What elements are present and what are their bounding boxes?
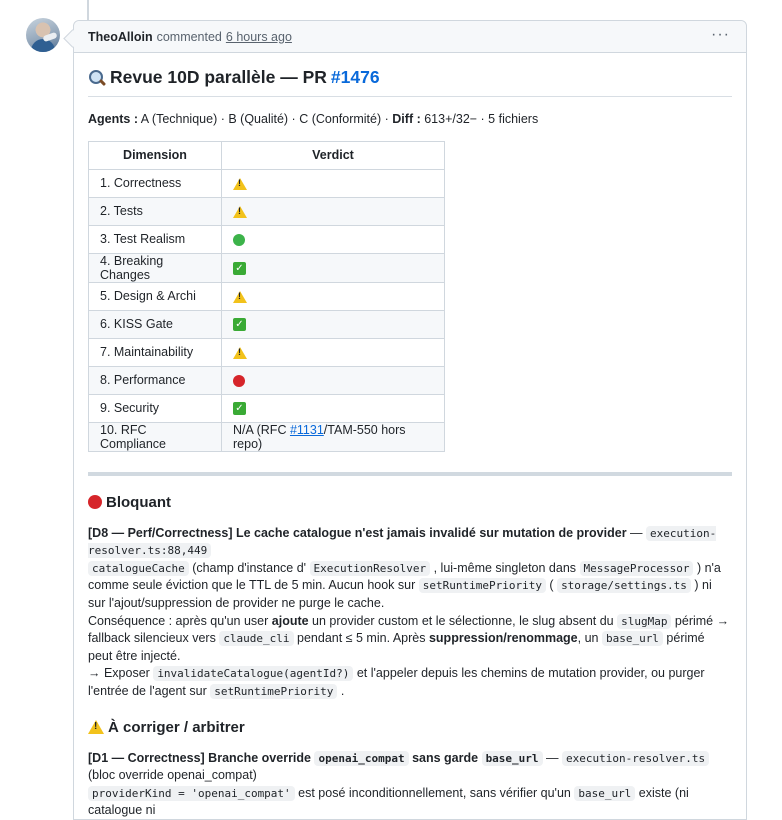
dimension-cell: 2. Tests	[89, 197, 222, 225]
dimension-cell: 6. KISS Gate	[89, 310, 222, 338]
verdict-cell	[222, 197, 445, 225]
table-header-verdict: Verdict	[222, 141, 445, 169]
verdict-cell	[222, 253, 445, 282]
avatar[interactable]	[26, 18, 60, 52]
kebab-horizontal-icon[interactable]: ···	[711, 26, 730, 43]
review-title-text: Revue 10D parallèle — PR	[110, 67, 327, 87]
dimension-cell: 7. Maintainability	[89, 338, 222, 366]
table-row	[89, 338, 445, 366]
table-row	[89, 225, 445, 253]
check-mark-icon: ✓	[233, 402, 246, 415]
rfc-link[interactable]: #1131	[289, 422, 324, 437]
table-row	[89, 197, 445, 225]
warning-icon	[233, 206, 247, 218]
verdict-cell	[222, 310, 445, 338]
dimension-cell: 10. RFC Compliance	[89, 422, 222, 451]
red-circle-icon	[233, 375, 245, 387]
table-row	[89, 422, 445, 451]
fix-heading: ! À corriger / arbitrer	[88, 719, 732, 736]
magnifying-glass-icon	[88, 69, 106, 87]
blocking-paragraph-1: [D8 — Perf/Correctness] Le cache catalogue n'est jamais invalidé sur mutation de provider — execution-resolver.ts:88,449 catalogueCache (champ d'instance d' ExecutionResolver , lui-même singleton dans MessageProcessor ) n'a comme seule éviction que le TTL de 5 min. Aucun hook sur setRuntimePriority ( storage/settings.ts ) ni sur l'ajout/suppression de provider ne purge le cache. Conséquence : après qu'un user ajoute un provider custom et le sélectionne, le slug absent du slugMap périmé → fallback silencieux vers claude_cli pendant ≤ 5 min. Après suppression/renommage, un base_url périmé peut être injecté. → Exposer invalidateCatalogue(agentId?) et l'appeler depuis les chemins de mutation provider, ou purger l'entrée de l'agent sur setRuntimePriority .	[88, 525, 730, 698]
diff-value: 613+/32− · 5 fichiers	[424, 112, 539, 126]
section-divider	[88, 472, 732, 476]
fix-paragraph-1: [D1 — Correctness] Branche override openai_compat sans garde base_url — execution-resolver.ts (bloc override openai_compat) providerKind = 'openai_compat' est posé inconditionnellement, sans vérifier qu'un base_url existe (ni catalogue ni	[88, 750, 732, 820]
warning-icon	[88, 720, 104, 734]
dimension-cell: 3. Test Realism	[89, 225, 222, 253]
verdict-cell	[222, 366, 445, 394]
table-row	[89, 394, 445, 422]
warning-icon	[233, 291, 247, 303]
review-meta	[88, 111, 732, 129]
verdict-cell	[222, 338, 445, 366]
review-title	[88, 67, 732, 97]
verdict-cell: N/A (RFC #1131/TAM-550 hors repo)	[222, 422, 445, 451]
verdict-cell	[222, 169, 445, 197]
warning-icon	[233, 347, 247, 359]
warning-icon	[233, 178, 247, 190]
comment-header	[74, 21, 746, 53]
agents-label: Agents :	[88, 112, 138, 126]
green-circle-icon	[233, 234, 245, 246]
comment-action: commented	[156, 29, 222, 44]
table-row	[89, 366, 445, 394]
dimension-cell: 1. Correctness	[89, 169, 222, 197]
timeline-line	[87, 0, 89, 20]
comment-body	[74, 67, 746, 820]
table-header-dimension: Dimension	[89, 141, 222, 169]
diff-label: Diff :	[392, 112, 421, 126]
red-circle-icon	[88, 495, 102, 509]
table-row	[89, 253, 445, 282]
comment-timestamp[interactable]: 6 hours ago	[225, 29, 292, 44]
verdict-table	[88, 141, 445, 452]
check-mark-icon: ✓	[233, 262, 246, 275]
pr-link[interactable]: #1476	[330, 67, 380, 87]
check-mark-icon: ✓	[233, 318, 246, 331]
dimension-cell: 8. Performance	[89, 366, 222, 394]
table-row	[89, 282, 445, 310]
comment-box	[73, 20, 747, 820]
verdict-cell	[222, 394, 445, 422]
avatar-figure	[31, 39, 55, 52]
author-link[interactable]: TheoAlloin	[88, 29, 153, 44]
table-row	[89, 310, 445, 338]
dimension-cell: 5. Design & Archi	[89, 282, 222, 310]
verdict-cell	[222, 225, 445, 253]
agents-value: A (Technique) · B (Qualité) · C (Conformité) ·	[140, 112, 389, 126]
dimension-cell: 9. Security	[89, 394, 222, 422]
dimension-cell: 4. Breaking Changes	[89, 253, 222, 282]
verdict-cell	[222, 282, 445, 310]
table-row	[89, 169, 445, 197]
blocking-heading: Bloquant	[88, 494, 732, 511]
